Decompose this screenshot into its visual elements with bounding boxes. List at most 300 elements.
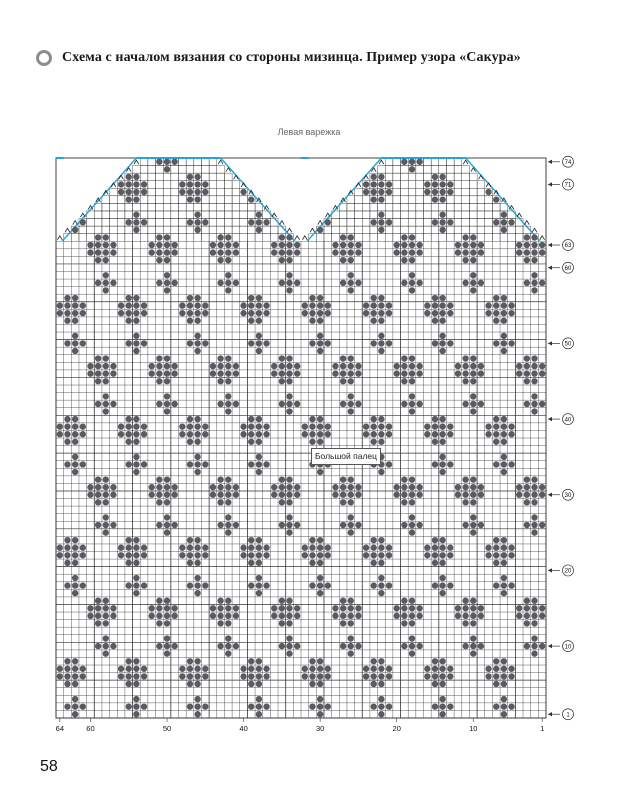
pattern-stitch (493, 703, 499, 709)
pattern-stitch (294, 249, 300, 255)
pattern-stitch (133, 181, 139, 187)
pattern-stitch (371, 545, 377, 551)
pattern-stitch (263, 552, 269, 558)
pattern-stitch (187, 545, 193, 551)
pattern-stitch (187, 295, 193, 301)
pattern-stitch (72, 545, 78, 551)
pattern-stitch (95, 355, 101, 361)
pattern-stitch (256, 318, 262, 324)
pattern-stitch (87, 242, 93, 248)
pattern-stitch (225, 280, 231, 286)
pattern-stitch (225, 499, 231, 505)
pattern-stitch (348, 370, 354, 376)
pattern-stitch (80, 552, 86, 558)
pattern-stitch (348, 378, 354, 384)
pattern-stitch (126, 310, 132, 316)
pattern-stitch (439, 439, 445, 445)
pattern-stitch (95, 620, 101, 626)
pattern-stitch (348, 605, 354, 611)
pattern-stitch (225, 287, 231, 293)
pattern-stitch (416, 643, 422, 649)
col-label: 30 (315, 724, 325, 733)
pattern-stitch (294, 613, 300, 619)
pattern-stitch (409, 393, 415, 399)
pattern-stitch (80, 302, 86, 308)
pattern-stitch (524, 370, 530, 376)
pattern-stitch (133, 454, 139, 460)
pattern-stitch (202, 340, 208, 346)
pattern-stitch (348, 257, 354, 263)
pattern-stitch (378, 431, 384, 437)
pattern-stitch (187, 189, 193, 195)
pattern-stitch (156, 620, 162, 626)
pattern-stitch (164, 166, 170, 172)
pattern-stitch (164, 613, 170, 619)
pattern-stitch (348, 355, 354, 361)
pattern-stitch (432, 219, 438, 225)
pattern-stitch (187, 461, 193, 467)
pattern-stitch (72, 703, 78, 709)
pattern-stitch (256, 537, 262, 543)
pattern-stitch (279, 605, 285, 611)
pattern-stitch (439, 469, 445, 475)
pattern-stitch (187, 181, 193, 187)
pattern-stitch (432, 295, 438, 301)
pattern-stitch (286, 499, 292, 505)
pattern-stitch (501, 545, 507, 551)
pattern-stitch (470, 499, 476, 505)
pattern-stitch (95, 522, 101, 528)
pattern-stitch (286, 650, 292, 656)
pattern-stitch (524, 643, 530, 649)
pattern-stitch (401, 280, 407, 286)
pattern-stitch (416, 613, 422, 619)
pattern-stitch (286, 529, 292, 535)
pattern-stitch (378, 590, 384, 596)
pattern-stitch (110, 605, 116, 611)
pattern-stitch (455, 249, 461, 255)
pattern-stitch (348, 408, 354, 414)
pattern-stitch (103, 499, 109, 505)
pattern-stitch (462, 363, 468, 369)
pattern-stitch (501, 711, 507, 717)
pattern-stitch (263, 666, 269, 672)
pattern-stitch (424, 666, 430, 672)
pattern-stitch (171, 401, 177, 407)
pattern-stitch (409, 522, 415, 528)
pattern-stitch (432, 552, 438, 558)
pattern-stitch (217, 378, 223, 384)
pattern-stitch (187, 582, 193, 588)
pattern-stitch (217, 499, 223, 505)
col-label: 1 (540, 724, 545, 733)
pattern-stitch (378, 545, 384, 551)
pattern-stitch (187, 560, 193, 566)
pattern-stitch (478, 370, 484, 376)
pattern-stitch (439, 212, 445, 218)
pattern-stitch (164, 355, 170, 361)
pattern-stitch (217, 620, 223, 626)
pattern-stitch (317, 423, 323, 429)
pattern-stitch (493, 439, 499, 445)
pattern-stitch (286, 613, 292, 619)
pattern-stitch (103, 257, 109, 263)
pattern-stitch (279, 378, 285, 384)
pattern-stitch (470, 408, 476, 414)
section-title: Схема с началом вязания со стороны мизинца. Пример узора «Сакура» (62, 50, 521, 65)
pattern-stitch (279, 643, 285, 649)
pattern-stitch (179, 666, 185, 672)
pattern-stitch (126, 196, 132, 202)
pattern-stitch (309, 552, 315, 558)
pattern-stitch (524, 613, 530, 619)
pattern-stitch (378, 582, 384, 588)
pattern-stitch (432, 582, 438, 588)
pattern-stitch (462, 370, 468, 376)
pattern-stitch (439, 227, 445, 233)
pattern-stitch (57, 302, 63, 308)
pattern-stitch (126, 295, 132, 301)
pattern-stitch (133, 681, 139, 687)
pattern-stitch (531, 242, 537, 248)
pattern-stitch (524, 355, 530, 361)
pattern-stitch (194, 560, 200, 566)
pattern-stitch (72, 227, 78, 233)
pattern-stitch (279, 242, 285, 248)
pattern-stitch (386, 310, 392, 316)
pattern-stitch (493, 673, 499, 679)
pattern-stitch (294, 363, 300, 369)
pattern-stitch (416, 249, 422, 255)
pattern-stitch (516, 613, 522, 619)
pattern-stitch (539, 363, 545, 369)
pattern-stitch (439, 295, 445, 301)
pattern-stitch (524, 522, 530, 528)
pattern-stitch (439, 196, 445, 202)
pattern-stitch (524, 257, 530, 263)
pattern-stitch (531, 363, 537, 369)
pattern-stitch (493, 560, 499, 566)
pattern-stitch (80, 666, 86, 672)
pattern-stitch (409, 166, 415, 172)
pattern-stitch (524, 620, 530, 626)
pattern-stitch (309, 416, 315, 422)
pattern-stitch (256, 439, 262, 445)
pattern-stitch (72, 575, 78, 581)
pattern-stitch (378, 423, 384, 429)
pattern-stitch (103, 650, 109, 656)
pattern-stitch (194, 340, 200, 346)
pattern-stitch (378, 295, 384, 301)
pattern-stitch (378, 711, 384, 717)
arrow-head-icon (548, 243, 552, 247)
pattern-stitch (424, 545, 430, 551)
pattern-stitch (133, 582, 139, 588)
pattern-stitch (470, 249, 476, 255)
pattern-stitch (171, 643, 177, 649)
pattern-stitch (248, 666, 254, 672)
pattern-stitch (103, 605, 109, 611)
pattern-stitch (501, 227, 507, 233)
pattern-stitch (187, 673, 193, 679)
pattern-stitch (516, 242, 522, 248)
pattern-stitch (524, 363, 530, 369)
pattern-stitch (378, 333, 384, 339)
pattern-stitch (179, 673, 185, 679)
pattern-stitch (179, 310, 185, 316)
pattern-stitch (263, 431, 269, 437)
pattern-stitch (317, 348, 323, 354)
pattern-stitch (501, 696, 507, 702)
pattern-stitch (309, 582, 315, 588)
pattern-stitch (363, 666, 369, 672)
pattern-stitch (187, 658, 193, 664)
pattern-stitch (325, 310, 331, 316)
pattern-stitch (394, 370, 400, 376)
pattern-stitch (325, 219, 331, 225)
pattern-stitch (439, 340, 445, 346)
pattern-stitch (202, 666, 208, 672)
pattern-stitch (248, 219, 254, 225)
pattern-stitch (501, 575, 507, 581)
pattern-stitch (202, 423, 208, 429)
pattern-stitch (271, 484, 277, 490)
pattern-stitch (378, 416, 384, 422)
pattern-stitch (171, 280, 177, 286)
pattern-stitch (355, 484, 361, 490)
pattern-stitch (516, 370, 522, 376)
pattern-stitch (118, 552, 124, 558)
pattern-stitch (248, 681, 254, 687)
pattern-stitch (501, 681, 507, 687)
pattern-stitch (401, 355, 407, 361)
pattern-stitch (194, 302, 200, 308)
pattern-stitch (332, 249, 338, 255)
pattern-stitch (248, 340, 254, 346)
pattern-stitch (409, 514, 415, 520)
pattern-stitch (470, 635, 476, 641)
pattern-stitch (447, 431, 453, 437)
pattern-stitch (286, 635, 292, 641)
pattern-stitch (233, 280, 239, 286)
pattern-stitch (531, 643, 537, 649)
pattern-stitch (355, 643, 361, 649)
pattern-stitch (279, 257, 285, 263)
pattern-stitch (378, 560, 384, 566)
pattern-stitch (87, 605, 93, 611)
pattern-stitch (302, 552, 308, 558)
pattern-stitch (126, 189, 132, 195)
pattern-stitch (263, 302, 269, 308)
pattern-stitch (110, 613, 116, 619)
pattern-stitch (317, 431, 323, 437)
pattern-stitch (332, 492, 338, 498)
pattern-stitch (286, 484, 292, 490)
pattern-stitch (539, 249, 545, 255)
pattern-stitch (126, 673, 132, 679)
pattern-stitch (217, 613, 223, 619)
pattern-stitch (103, 272, 109, 278)
pattern-stitch (348, 643, 354, 649)
pattern-stitch (302, 545, 308, 551)
pattern-stitch (171, 363, 177, 369)
pattern-stitch (378, 439, 384, 445)
pattern-stitch (470, 514, 476, 520)
pattern-stitch (462, 598, 468, 604)
pattern-stitch (194, 454, 200, 460)
pattern-stitch (294, 280, 300, 286)
pattern-stitch (485, 423, 491, 429)
pattern-stitch (164, 484, 170, 490)
pattern-stitch (256, 673, 262, 679)
pattern-stitch (156, 234, 162, 240)
pattern-stitch (447, 340, 453, 346)
pattern-stitch (340, 598, 346, 604)
pattern-stitch (72, 590, 78, 596)
pattern-stitch (103, 234, 109, 240)
pattern-stitch (141, 552, 147, 558)
pattern-stitch (187, 174, 193, 180)
pattern-stitch (80, 431, 86, 437)
pattern-stitch (126, 582, 132, 588)
pattern-stitch (194, 658, 200, 664)
pattern-stitch (478, 242, 484, 248)
pattern-stitch (202, 302, 208, 308)
pattern-stitch (394, 613, 400, 619)
pattern-stitch (524, 242, 530, 248)
pattern-stitch (401, 257, 407, 263)
pattern-stitch (133, 545, 139, 551)
pattern-stitch (217, 234, 223, 240)
pattern-stitch (447, 673, 453, 679)
pattern-stitch (340, 492, 346, 498)
pattern-stitch (72, 560, 78, 566)
pattern-stitch (317, 703, 323, 709)
pattern-stitch (317, 295, 323, 301)
pattern-stitch (118, 666, 124, 672)
pattern-stitch (539, 605, 545, 611)
pattern-stitch (501, 340, 507, 346)
pattern-stitch (501, 461, 507, 467)
pattern-stitch (126, 181, 132, 187)
pattern-stitch (133, 295, 139, 301)
pattern-stitch (64, 461, 70, 467)
pattern-stitch (524, 492, 530, 498)
pattern-stitch (462, 499, 468, 505)
pattern-stitch (194, 174, 200, 180)
row-label: 20 (564, 568, 572, 575)
pattern-stitch (501, 537, 507, 543)
pattern-stitch (57, 310, 63, 316)
pattern-stitch (416, 280, 422, 286)
pattern-stitch (531, 280, 537, 286)
pattern-stitch (194, 181, 200, 187)
pattern-stitch (348, 635, 354, 641)
pattern-stitch (317, 590, 323, 596)
pattern-stitch (248, 552, 254, 558)
pattern-stitch (179, 189, 185, 195)
pattern-stitch (294, 242, 300, 248)
pattern-stitch (164, 159, 170, 165)
pattern-stitch (363, 189, 369, 195)
pattern-stitch (432, 318, 438, 324)
pattern-stitch (355, 242, 361, 248)
pattern-stitch (439, 545, 445, 551)
pattern-stitch (225, 476, 231, 482)
pattern-stitch (164, 378, 170, 384)
pattern-stitch (194, 219, 200, 225)
pattern-stitch (202, 461, 208, 467)
pattern-stitch (126, 302, 132, 308)
pattern-stitch (439, 454, 445, 460)
pattern-stitch (64, 318, 70, 324)
pattern-stitch (187, 703, 193, 709)
pattern-stitch (432, 658, 438, 664)
pattern-stitch (156, 378, 162, 384)
pattern-stitch (401, 484, 407, 490)
pattern-stitch (508, 545, 514, 551)
pattern-stitch (439, 673, 445, 679)
pattern-stitch (386, 461, 392, 467)
pattern-stitch (531, 257, 537, 263)
pattern-stitch (294, 492, 300, 498)
pattern-stitch (126, 431, 132, 437)
pattern-stitch (439, 416, 445, 422)
pattern-stitch (279, 620, 285, 626)
pattern-stitch (478, 492, 484, 498)
pattern-stitch (202, 431, 208, 437)
pattern-stitch (194, 310, 200, 316)
pattern-stitch (80, 673, 86, 679)
pattern-stitch (217, 605, 223, 611)
pattern-stitch (72, 537, 78, 543)
pattern-stitch (501, 310, 507, 316)
pattern-stitch (103, 408, 109, 414)
pattern-stitch (455, 605, 461, 611)
pattern-stitch (371, 666, 377, 672)
pattern-stitch (424, 181, 430, 187)
pattern-stitch (317, 681, 323, 687)
pattern-stitch (462, 401, 468, 407)
pattern-stitch (317, 658, 323, 664)
pattern-stitch (348, 280, 354, 286)
pattern-stitch (524, 598, 530, 604)
pattern-stitch (416, 484, 422, 490)
pattern-stitch (531, 492, 537, 498)
pattern-stitch (439, 560, 445, 566)
pattern-stitch (256, 711, 262, 717)
pattern-stitch (501, 423, 507, 429)
pattern-stitch (439, 575, 445, 581)
pattern-stitch (462, 643, 468, 649)
pattern-stitch (363, 302, 369, 308)
pattern-stitch (194, 423, 200, 429)
pattern-stitch (202, 189, 208, 195)
pattern-stitch (263, 461, 269, 467)
pattern-stitch (317, 333, 323, 339)
pattern-stitch (371, 431, 377, 437)
pattern-stitch (401, 499, 407, 505)
pattern-stitch (179, 431, 185, 437)
pattern-stitch (141, 582, 147, 588)
pattern-stitch (348, 249, 354, 255)
pattern-stitch (539, 242, 545, 248)
pattern-stitch (194, 189, 200, 195)
pattern-stitch (309, 318, 315, 324)
pattern-stitch (225, 643, 231, 649)
pattern-stitch (432, 174, 438, 180)
pattern-stitch (72, 696, 78, 702)
